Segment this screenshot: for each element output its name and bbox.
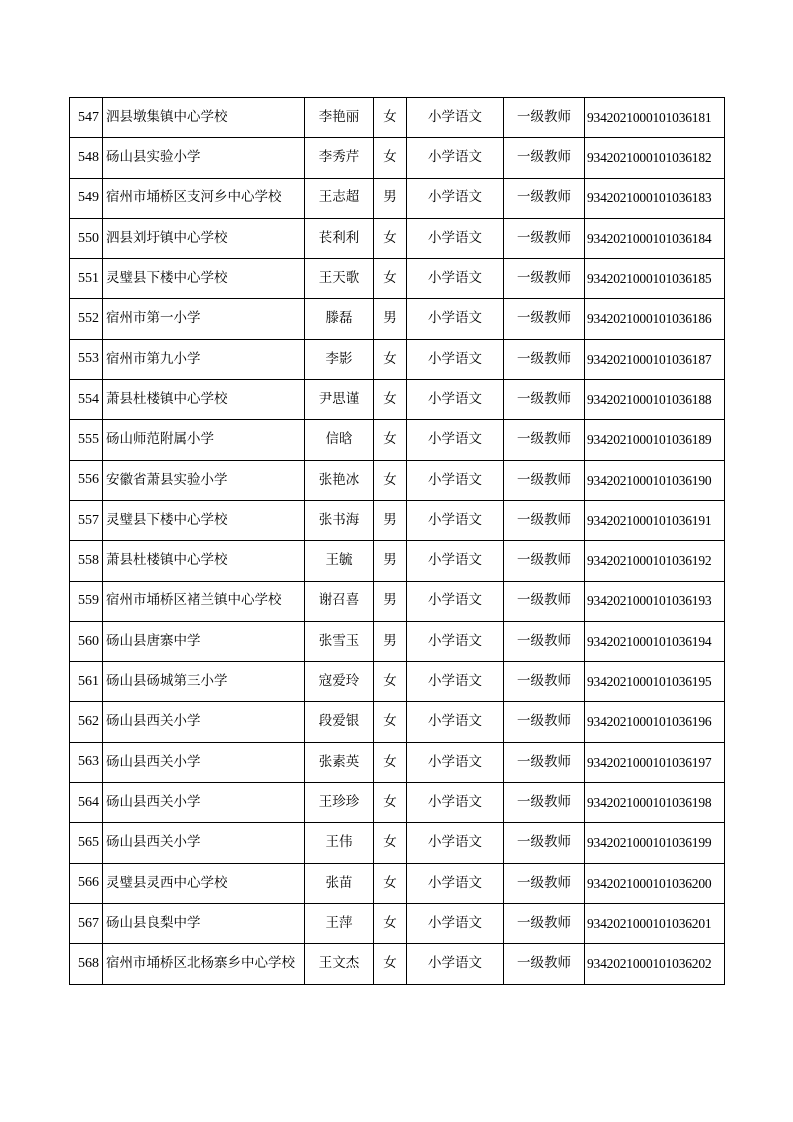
- title-cell: 一级教师: [504, 138, 585, 178]
- gender-cell: 女: [374, 863, 407, 903]
- certificate-number-cell: 9342021000101036199: [585, 823, 725, 863]
- name-cell: 王珍珍: [305, 783, 374, 823]
- certificate-number-cell: 9342021000101036182: [585, 138, 725, 178]
- row-number: 561: [70, 662, 103, 702]
- name-cell: 谢召喜: [305, 581, 374, 621]
- name-cell: 苌利利: [305, 218, 374, 258]
- school-cell: 灵璧县下楼中心学校: [103, 259, 305, 299]
- table-row: [70, 500, 725, 540]
- title-cell: 一级教师: [504, 178, 585, 218]
- school-cell: 萧县杜楼镇中心学校: [103, 380, 305, 420]
- school-cell: 砀山县西关小学: [103, 702, 305, 742]
- gender-cell: 女: [374, 742, 407, 782]
- school-cell: 砀山县唐寨中学: [103, 621, 305, 661]
- row-number: 548: [70, 138, 103, 178]
- gender-cell: 女: [374, 218, 407, 258]
- subject-cell: 小学语文: [407, 662, 504, 702]
- name-cell: 尹思谨: [305, 380, 374, 420]
- gender-cell: 男: [374, 500, 407, 540]
- table-row: [70, 863, 725, 903]
- certificate-number-cell: 9342021000101036181: [585, 98, 725, 138]
- title-cell: 一级教师: [504, 702, 585, 742]
- title-cell: 一级教师: [504, 380, 585, 420]
- name-cell: 张雪玉: [305, 621, 374, 661]
- gender-cell: 女: [374, 662, 407, 702]
- table-row: [70, 178, 725, 218]
- gender-cell: 女: [374, 339, 407, 379]
- school-cell: 砀山县实验小学: [103, 138, 305, 178]
- gender-cell: 女: [374, 98, 407, 138]
- title-cell: 一级教师: [504, 460, 585, 500]
- table-row: [70, 702, 725, 742]
- certificate-number-cell: 9342021000101036190: [585, 460, 725, 500]
- certificate-number-cell: 9342021000101036196: [585, 702, 725, 742]
- name-cell: 段爱银: [305, 702, 374, 742]
- school-cell: 宿州市第九小学: [103, 339, 305, 379]
- title-cell: 一级教师: [504, 742, 585, 782]
- school-cell: 砀山县西关小学: [103, 783, 305, 823]
- certificate-number-cell: 9342021000101036185: [585, 259, 725, 299]
- row-number: 563: [70, 742, 103, 782]
- school-cell: 萧县杜楼镇中心学校: [103, 541, 305, 581]
- subject-cell: 小学语文: [407, 299, 504, 339]
- subject-cell: 小学语文: [407, 98, 504, 138]
- row-number: 564: [70, 783, 103, 823]
- name-cell: 王毓: [305, 541, 374, 581]
- certificate-number-cell: 9342021000101036191: [585, 500, 725, 540]
- certificate-number-cell: 9342021000101036198: [585, 783, 725, 823]
- roster-table: [69, 97, 725, 985]
- row-number: 550: [70, 218, 103, 258]
- certificate-number-cell: 9342021000101036195: [585, 662, 725, 702]
- certificate-number-cell: 9342021000101036201: [585, 903, 725, 943]
- title-cell: 一级教师: [504, 98, 585, 138]
- certificate-number-cell: 9342021000101036193: [585, 581, 725, 621]
- gender-cell: 男: [374, 541, 407, 581]
- gender-cell: 男: [374, 621, 407, 661]
- name-cell: 张苗: [305, 863, 374, 903]
- gender-cell: 女: [374, 783, 407, 823]
- title-cell: 一级教师: [504, 944, 585, 984]
- roster-table-body: [70, 98, 725, 985]
- gender-cell: 女: [374, 420, 407, 460]
- school-cell: 宿州市第一小学: [103, 299, 305, 339]
- school-cell: 砀山县西关小学: [103, 823, 305, 863]
- name-cell: 王志超: [305, 178, 374, 218]
- subject-cell: 小学语文: [407, 702, 504, 742]
- name-cell: 王萍: [305, 903, 374, 943]
- certificate-number-cell: 9342021000101036194: [585, 621, 725, 661]
- table-row: [70, 944, 725, 984]
- name-cell: 信晗: [305, 420, 374, 460]
- table-row: [70, 420, 725, 460]
- title-cell: 一级教师: [504, 420, 585, 460]
- table-row: [70, 299, 725, 339]
- subject-cell: 小学语文: [407, 944, 504, 984]
- row-number: 560: [70, 621, 103, 661]
- gender-cell: 女: [374, 944, 407, 984]
- subject-cell: 小学语文: [407, 259, 504, 299]
- certificate-number-cell: 9342021000101036183: [585, 178, 725, 218]
- certificate-number-cell: 9342021000101036184: [585, 218, 725, 258]
- gender-cell: 女: [374, 702, 407, 742]
- row-number: 549: [70, 178, 103, 218]
- table-row: [70, 460, 725, 500]
- gender-cell: 女: [374, 903, 407, 943]
- title-cell: 一级教师: [504, 339, 585, 379]
- school-cell: 砀山县西关小学: [103, 742, 305, 782]
- certificate-number-cell: 9342021000101036186: [585, 299, 725, 339]
- subject-cell: 小学语文: [407, 783, 504, 823]
- school-cell: 宿州市埇桥区北杨寨乡中心学校: [103, 944, 305, 984]
- row-number: 551: [70, 259, 103, 299]
- row-number: 559: [70, 581, 103, 621]
- name-cell: 李影: [305, 339, 374, 379]
- gender-cell: 女: [374, 823, 407, 863]
- school-cell: 砀山县砀城第三小学: [103, 662, 305, 702]
- certificate-number-cell: 9342021000101036187: [585, 339, 725, 379]
- gender-cell: 女: [374, 380, 407, 420]
- title-cell: 一级教师: [504, 218, 585, 258]
- certificate-number-cell: 9342021000101036200: [585, 863, 725, 903]
- school-cell: 砀山师范附属小学: [103, 420, 305, 460]
- name-cell: 滕磊: [305, 299, 374, 339]
- certificate-number-cell: 9342021000101036197: [585, 742, 725, 782]
- row-number: 562: [70, 702, 103, 742]
- table-row: [70, 662, 725, 702]
- subject-cell: 小学语文: [407, 420, 504, 460]
- school-cell: 砀山县良梨中学: [103, 903, 305, 943]
- school-cell: 泗县刘圩镇中心学校: [103, 218, 305, 258]
- table-row: [70, 218, 725, 258]
- name-cell: 王天歌: [305, 259, 374, 299]
- title-cell: 一级教师: [504, 621, 585, 661]
- subject-cell: 小学语文: [407, 541, 504, 581]
- subject-cell: 小学语文: [407, 823, 504, 863]
- name-cell: 王伟: [305, 823, 374, 863]
- name-cell: 张书海: [305, 500, 374, 540]
- school-cell: 安徽省萧县实验小学: [103, 460, 305, 500]
- gender-cell: 男: [374, 581, 407, 621]
- title-cell: 一级教师: [504, 903, 585, 943]
- title-cell: 一级教师: [504, 823, 585, 863]
- gender-cell: 男: [374, 178, 407, 218]
- row-number: 556: [70, 460, 103, 500]
- table-row: [70, 621, 725, 661]
- certificate-number-cell: 9342021000101036192: [585, 541, 725, 581]
- school-cell: 灵璧县灵西中心学校: [103, 863, 305, 903]
- row-number: 566: [70, 863, 103, 903]
- school-cell: 宿州市埇桥区褚兰镇中心学校: [103, 581, 305, 621]
- title-cell: 一级教师: [504, 299, 585, 339]
- table-row: [70, 823, 725, 863]
- table-row: [70, 339, 725, 379]
- subject-cell: 小学语文: [407, 460, 504, 500]
- row-number: 547: [70, 98, 103, 138]
- gender-cell: 女: [374, 138, 407, 178]
- row-number: 558: [70, 541, 103, 581]
- name-cell: 张艳冰: [305, 460, 374, 500]
- school-cell: 泗县墩集镇中心学校: [103, 98, 305, 138]
- subject-cell: 小学语文: [407, 178, 504, 218]
- subject-cell: 小学语文: [407, 339, 504, 379]
- name-cell: 李秀芹: [305, 138, 374, 178]
- subject-cell: 小学语文: [407, 621, 504, 661]
- row-number: 555: [70, 420, 103, 460]
- school-cell: 宿州市埇桥区支河乡中心学校: [103, 178, 305, 218]
- table-row: [70, 783, 725, 823]
- row-number: 553: [70, 339, 103, 379]
- title-cell: 一级教师: [504, 541, 585, 581]
- gender-cell: 男: [374, 299, 407, 339]
- table-row: [70, 581, 725, 621]
- row-number: 567: [70, 903, 103, 943]
- name-cell: 张素英: [305, 742, 374, 782]
- subject-cell: 小学语文: [407, 500, 504, 540]
- name-cell: 寇爱玲: [305, 662, 374, 702]
- subject-cell: 小学语文: [407, 581, 504, 621]
- subject-cell: 小学语文: [407, 138, 504, 178]
- row-number: 565: [70, 823, 103, 863]
- subject-cell: 小学语文: [407, 903, 504, 943]
- subject-cell: 小学语文: [407, 742, 504, 782]
- subject-cell: 小学语文: [407, 218, 504, 258]
- title-cell: 一级教师: [504, 662, 585, 702]
- title-cell: 一级教师: [504, 783, 585, 823]
- name-cell: 李艳丽: [305, 98, 374, 138]
- table-row: [70, 259, 725, 299]
- subject-cell: 小学语文: [407, 380, 504, 420]
- certificate-number-cell: 9342021000101036188: [585, 380, 725, 420]
- table-row: [70, 98, 725, 138]
- certificate-number-cell: 9342021000101036202: [585, 944, 725, 984]
- table-row: [70, 138, 725, 178]
- title-cell: 一级教师: [504, 863, 585, 903]
- title-cell: 一级教师: [504, 581, 585, 621]
- row-number: 554: [70, 380, 103, 420]
- title-cell: 一级教师: [504, 500, 585, 540]
- gender-cell: 女: [374, 259, 407, 299]
- certificate-number-cell: 9342021000101036189: [585, 420, 725, 460]
- table-row: [70, 541, 725, 581]
- name-cell: 王文杰: [305, 944, 374, 984]
- row-number: 552: [70, 299, 103, 339]
- table-row: [70, 380, 725, 420]
- row-number: 568: [70, 944, 103, 984]
- row-number: 557: [70, 500, 103, 540]
- table-row: [70, 742, 725, 782]
- subject-cell: 小学语文: [407, 863, 504, 903]
- table-row: [70, 903, 725, 943]
- school-cell: 灵璧县下楼中心学校: [103, 500, 305, 540]
- gender-cell: 女: [374, 460, 407, 500]
- title-cell: 一级教师: [504, 259, 585, 299]
